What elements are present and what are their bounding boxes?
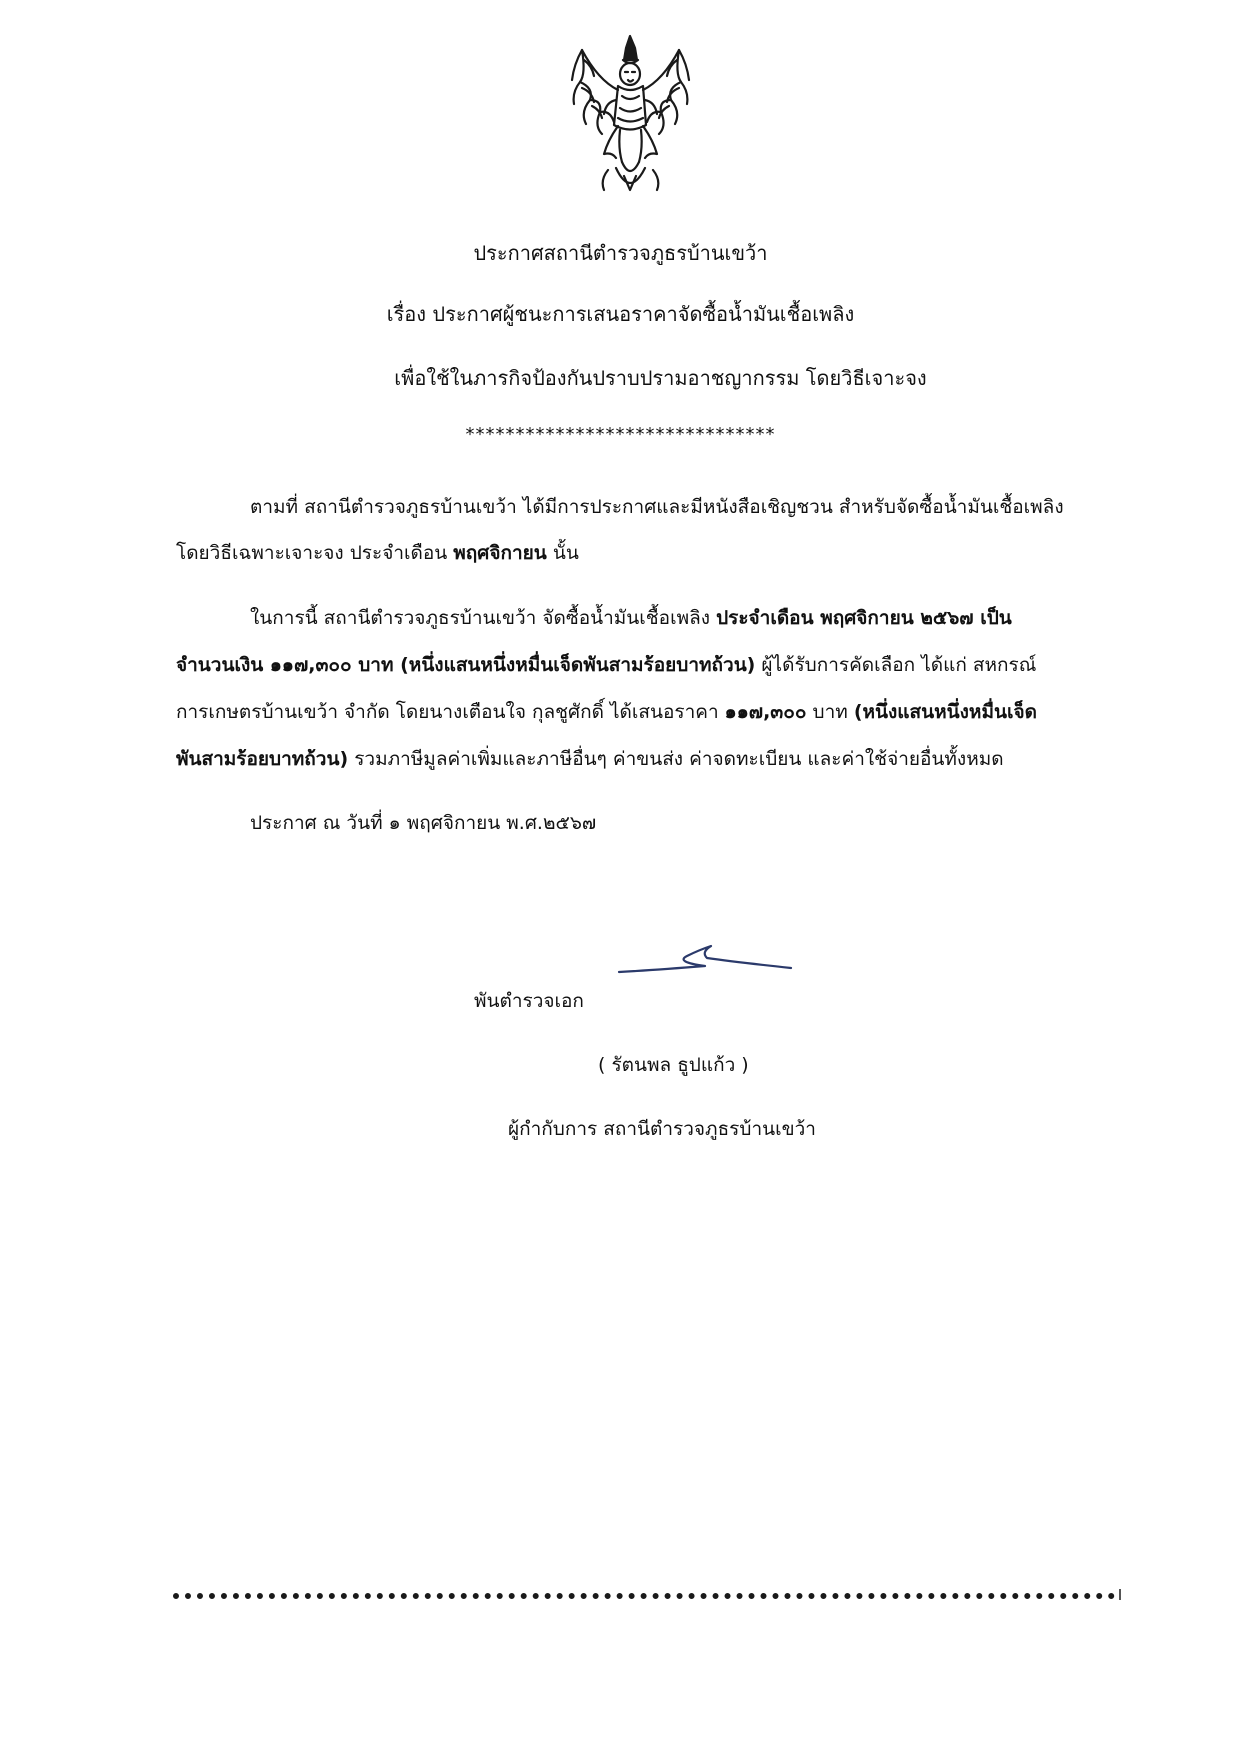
subject-line-1: เรื่อง ประกาศผู้ชนะการเสนอราคาจัดซื้อน้ำมันเชื้อเพลิง bbox=[386, 302, 855, 326]
paragraph-1-line-1: ตามที่ สถานีตำรวจภูธรบ้านเขว้า ได้มีการประกาศและมีหนังสือเชิญชวน สำหรับจัดซื้อน้ำมันเชื้อเพลิง bbox=[250, 496, 1064, 518]
signer-rank: พันตำรวจเอก bbox=[474, 990, 584, 1012]
garuda-emblem-icon bbox=[568, 30, 693, 200]
signer-position: ผู้กำกับการ สถานีตำรวจภูธรบ้านเขว้า bbox=[508, 1118, 816, 1140]
signer-name: ( รัตนพล ธูปแก้ว ) bbox=[598, 1054, 749, 1076]
subject-line-2: เพื่อใช้ในภารกิจป้องกันปราบปรามอาชญากรรม โดยวิธีเจาะจง bbox=[394, 366, 927, 390]
paragraph-2-line-3: การเกษตรบ้านเขว้า จำกัด โดยนางเตือนใจ กุลชูศักดิ์ ได้เสนอราคา ๑๑๗,๓๐๐ บาท (หนึ่งแสนหนึ่งหมื่นเจ็ด bbox=[176, 701, 1037, 723]
announcement-date: ประกาศ ณ วันที่ ๑ พฤศจิกายน พ.ศ.๒๕๖๗ bbox=[250, 812, 597, 834]
paragraph-2-line-2: จำนวนเงิน ๑๑๗,๓๐๐ บาท (หนึ่งแสนหนึ่งหมื่นเจ็ดพันสามร้อยบาทถ้วน) ผู้ได้รับการคัดเลือก ได้แก่ สหกรณ์ bbox=[176, 654, 1037, 676]
paragraph-2-line-4: พันสามร้อยบาทถ้วน) รวมภาษีมูลค่าเพิ่มและภาษีอื่นๆ ค่าขนส่ง ค่าจดทะเบียน และค่าใช้จ่ายอื่นทั้งหมด bbox=[176, 748, 1004, 770]
paragraph-2-line-1: ในการนี้ สถานีตำรวจภูธรบ้านเขว้า จัดซื้อน้ำมันเชื้อเพลิง ประจำเดือน พฤศจิกายน ๒๕๖๗ เป็น bbox=[250, 607, 1012, 629]
month-bold: พฤศจิกายน bbox=[453, 542, 547, 564]
header-separator: ******************************* bbox=[465, 424, 776, 445]
handwritten-signature bbox=[615, 938, 795, 978]
announcement-title: ประกาศสถานีตำรวจภูธรบ้านเขว้า bbox=[473, 241, 768, 265]
divider-end-mark bbox=[1119, 1589, 1121, 1600]
bottom-dotted-divider bbox=[173, 1593, 1115, 1599]
paragraph-1-line-2: โดยวิธีเฉพาะเจาะจง ประจำเดือน พฤศจิกายน นั้น bbox=[176, 542, 579, 564]
